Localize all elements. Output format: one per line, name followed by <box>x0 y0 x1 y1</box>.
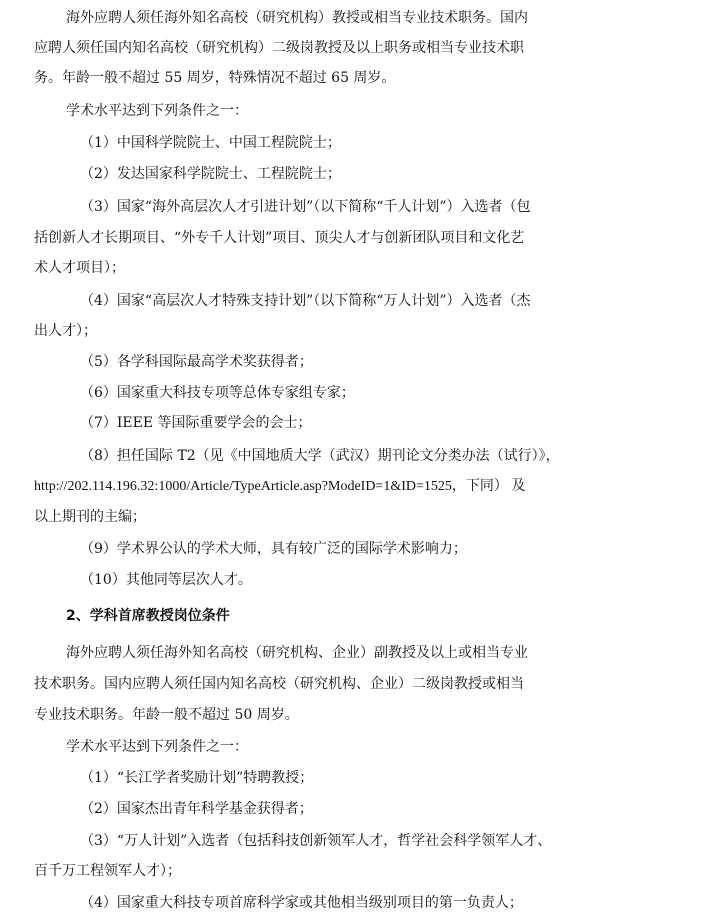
s1-item-8-line3: 以上期刊的主编； <box>34 509 146 525</box>
s1-item-8-url-line: http://202.114.196.32:1000/Article/TypeArticle.asp?ModeID=1&ID=1525，下同） 及 <box>34 479 526 494</box>
s1-item-8-line1: （8）担任国际 T2（见《中国地质大学（武汉）期刊论文分类办法（试行）》， <box>80 448 560 464</box>
s2-para1-line3: 专业技术职务。年龄一般不超过 50 周岁。 <box>34 707 299 723</box>
s2-item-3-line2: 百千万工程领军人才）； <box>34 863 181 879</box>
s1-para1-line3: 务。年龄一般不超过 55 周岁，特殊情况不超过 65 周岁。 <box>34 70 396 86</box>
s2-para1-line1: 海外应聘人须任海外知名高校（研究机构、企业）副教授及以上或相当专业 <box>66 645 528 661</box>
s1-item-3-line1: （3）国家“海外高层次人才引进计划”（以下简称“千人计划”）入选者（包 <box>80 199 531 215</box>
s1-item-4-line1: （4）国家“高层次人才特殊支持计划”（以下简称“万人计划”）入选者（杰 <box>80 293 531 309</box>
s1-para2: 学术水平达到下列条件之一： <box>66 103 248 119</box>
s2-item-2: （2）国家杰出青年科学基金获得者； <box>80 801 313 817</box>
s1-para1-line1: 海外应聘人须任海外知名高校（研究机构）教授或相当专业技术职务。国内 <box>66 10 528 26</box>
s1-item-10: （10）其他同等层次人才。 <box>80 572 252 588</box>
s1-item-3-line2: 括创新人才长期项目、“外专千人计划”项目、顶尖人才与创新团队项目和文化艺 <box>34 230 525 246</box>
s1-para1-line2: 应聘人须任国内知名高校（研究机构）二级岗教授及以上职务或相当专业技术职 <box>34 40 524 56</box>
s1-item-3-line3: 术人才项目）； <box>34 260 125 276</box>
s1-item-4-line2: 出人才）； <box>34 323 97 339</box>
s2-item-3-line1: （3）“万人计划”入选者（包括科技创新领军人才，哲学社会科学领军人才、 <box>80 833 552 849</box>
s1-item-7: （7）IEEE 等国际重要学会的会士； <box>80 415 312 431</box>
s2-item-4: （4）国家重大科技专项首席科学家或其他相当级别项目的第一负责人； <box>80 895 523 911</box>
s1-item-6: （6）国家重大科技专项等总体专家组专家； <box>80 385 355 401</box>
s1-item-2: （2）发达国家科学院院士、工程院院士； <box>80 166 341 182</box>
s2-item-1: （1）“长江学者奖励计划”特聘教授； <box>80 770 314 786</box>
s1-item-5: （5）各学科国际最高学术奖获得者； <box>80 354 313 370</box>
s1-item-9: （9）学术界公认的学术大师，具有较广泛的国际学术影响力； <box>80 541 467 557</box>
s1-item-1: （1）中国科学院院士、中国工程院院士； <box>80 135 341 151</box>
section-heading: 2、学科首席教授岗位条件 <box>66 608 230 624</box>
s2-para1-line2: 技术职务。国内应聘人须任国内知名高校（研究机构、企业）二级岗教授或相当 <box>34 676 524 692</box>
s2-para2: 学术水平达到下列条件之一： <box>66 739 248 755</box>
